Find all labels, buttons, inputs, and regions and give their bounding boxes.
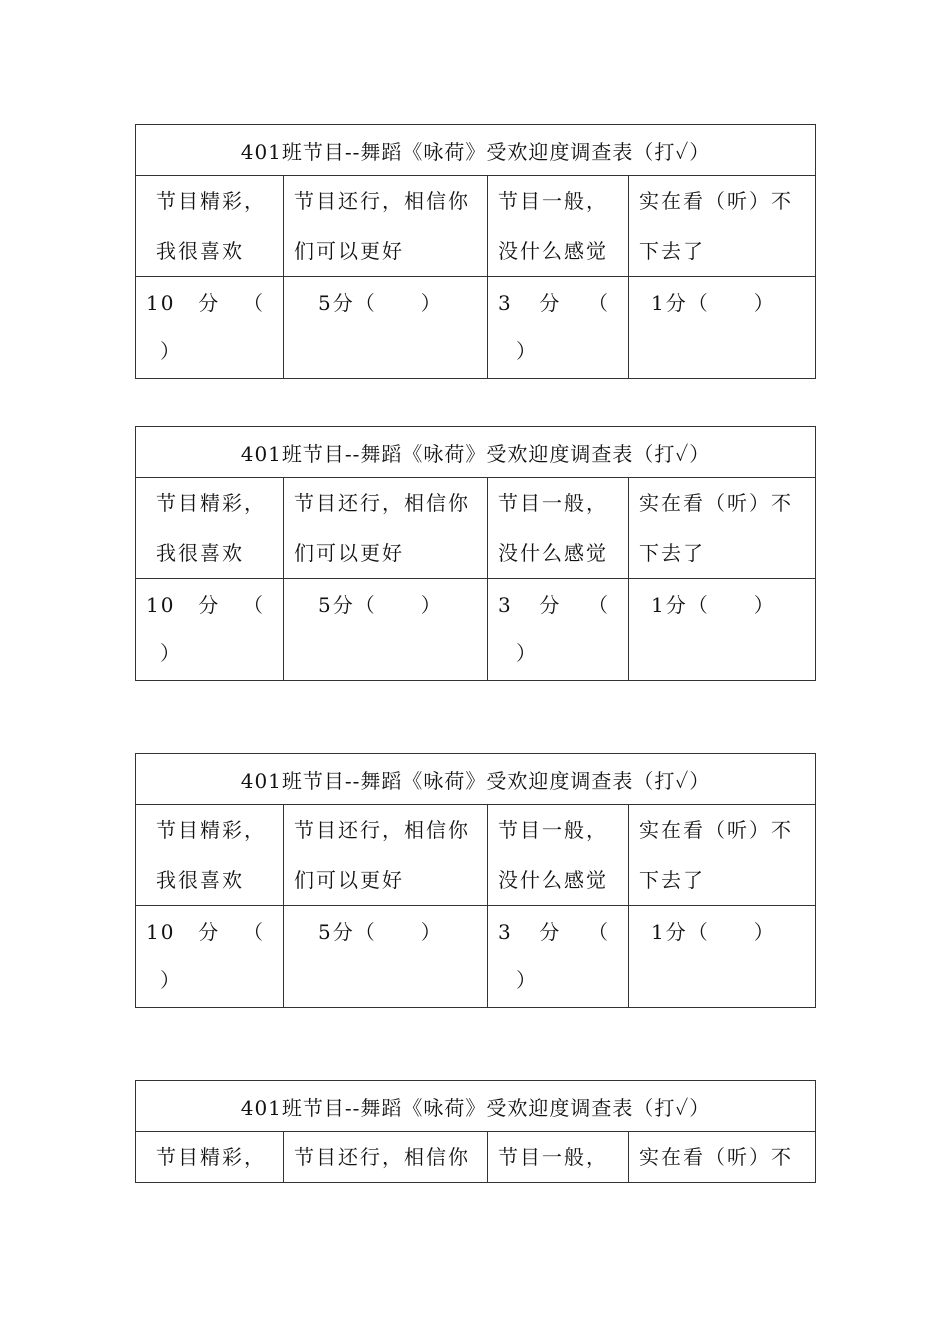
score-open-paren: （ — [242, 291, 265, 315]
score-3-cell[interactable] — [488, 579, 629, 681]
score-number: 3 — [498, 593, 513, 617]
option-text: 节目一般， — [498, 491, 608, 515]
option-text: 没什么感觉 — [498, 239, 608, 263]
score-5-cell[interactable] — [284, 579, 488, 681]
option-text: 实在看（听）不 — [639, 818, 793, 842]
score-close-paren: ） — [160, 641, 182, 665]
score-3-cell[interactable] — [488, 906, 629, 1008]
score-1-cell[interactable] — [629, 906, 816, 1008]
score-label: 1分（ ） — [651, 920, 776, 944]
score-number: 10 — [146, 593, 176, 617]
option-ok — [284, 478, 488, 579]
score-unit: 分 — [198, 920, 221, 944]
survey-title: 401班节目--舞蹈《咏荷》受欢迎度调查表（打✓） — [136, 427, 816, 478]
option-text: 节目精彩， — [156, 189, 266, 213]
option-excellent — [136, 1132, 284, 1183]
option-text: 们可以更好 — [294, 239, 404, 263]
score-open-paren: （ — [587, 920, 610, 944]
option-text: 没什么感觉 — [498, 868, 608, 892]
score-unit: 分 — [539, 920, 562, 944]
score-label: 1分（ ） — [651, 291, 776, 315]
option-poor — [629, 478, 816, 579]
option-text: 节目精彩， — [156, 818, 266, 842]
score-number: 3 — [498, 291, 513, 315]
option-text: 我很喜欢 — [156, 239, 244, 263]
option-excellent — [136, 176, 284, 277]
option-text: 我很喜欢 — [156, 868, 244, 892]
option-text: 节目一般， — [498, 818, 608, 842]
option-text: 节目一般， — [498, 1145, 608, 1169]
option-text: 实在看（听）不 — [639, 189, 793, 213]
option-poor — [629, 805, 816, 906]
score-1-cell[interactable] — [629, 277, 816, 379]
score-unit: 分 — [539, 291, 562, 315]
option-text: 节目还行，相信你 — [294, 1145, 470, 1169]
option-text: 我很喜欢 — [156, 541, 244, 565]
score-open-paren: （ — [242, 920, 265, 944]
score-close-paren: ） — [160, 339, 182, 363]
score-number: 10 — [146, 920, 176, 944]
option-text: 节目精彩， — [156, 1145, 266, 1169]
survey-title: 401班节目--舞蹈《咏荷》受欢迎度调查表（打✓） — [136, 1081, 816, 1132]
survey-title: 401班节目--舞蹈《咏荷》受欢迎度调查表（打✓） — [136, 125, 816, 176]
score-unit: 分 — [539, 593, 562, 617]
score-unit: 分 — [198, 291, 221, 315]
score-10-cell[interactable] — [136, 579, 284, 681]
survey-table-3 — [135, 753, 816, 1008]
option-text: 们可以更好 — [294, 868, 404, 892]
option-text: 们可以更好 — [294, 541, 404, 565]
score-open-paren: （ — [587, 593, 610, 617]
option-text: 节目还行，相信你 — [294, 818, 470, 842]
score-5-cell[interactable] — [284, 906, 488, 1008]
option-ok — [284, 805, 488, 906]
option-text: 节目还行，相信你 — [294, 491, 470, 515]
survey-table-2 — [135, 426, 816, 681]
option-excellent — [136, 478, 284, 579]
option-average — [488, 478, 629, 579]
score-label: 5分（ ） — [318, 291, 443, 315]
option-text: 下去了 — [639, 239, 705, 263]
option-average — [488, 805, 629, 906]
score-close-paren: ） — [516, 968, 538, 992]
score-close-paren: ） — [516, 339, 538, 363]
option-ok — [284, 176, 488, 277]
option-poor — [629, 1132, 816, 1183]
score-label: 1分（ ） — [651, 593, 776, 617]
score-open-paren: （ — [242, 593, 265, 617]
survey-table-4 — [135, 1080, 816, 1183]
score-3-cell[interactable] — [488, 277, 629, 379]
score-number: 10 — [146, 291, 176, 315]
option-text: 节目一般， — [498, 189, 608, 213]
score-10-cell[interactable] — [136, 906, 284, 1008]
score-number: 3 — [498, 920, 513, 944]
score-close-paren: ） — [160, 968, 182, 992]
option-text: 没什么感觉 — [498, 541, 608, 565]
option-text: 实在看（听）不 — [639, 1145, 793, 1169]
score-1-cell[interactable] — [629, 579, 816, 681]
option-average — [488, 176, 629, 277]
score-label: 5分（ ） — [318, 593, 443, 617]
option-poor — [629, 176, 816, 277]
option-average — [488, 1132, 629, 1183]
score-label: 5分（ ） — [318, 920, 443, 944]
score-unit: 分 — [198, 593, 221, 617]
survey-title: 401班节目--舞蹈《咏荷》受欢迎度调查表（打✓） — [136, 754, 816, 805]
score-10-cell[interactable] — [136, 277, 284, 379]
option-text: 节目还行，相信你 — [294, 189, 470, 213]
option-text: 下去了 — [639, 868, 705, 892]
score-close-paren: ） — [516, 641, 538, 665]
option-text: 实在看（听）不 — [639, 491, 793, 515]
score-5-cell[interactable] — [284, 277, 488, 379]
survey-table-1 — [135, 124, 816, 379]
score-open-paren: （ — [587, 291, 610, 315]
option-ok — [284, 1132, 488, 1183]
option-excellent — [136, 805, 284, 906]
option-text: 下去了 — [639, 541, 705, 565]
option-text: 节目精彩， — [156, 491, 266, 515]
